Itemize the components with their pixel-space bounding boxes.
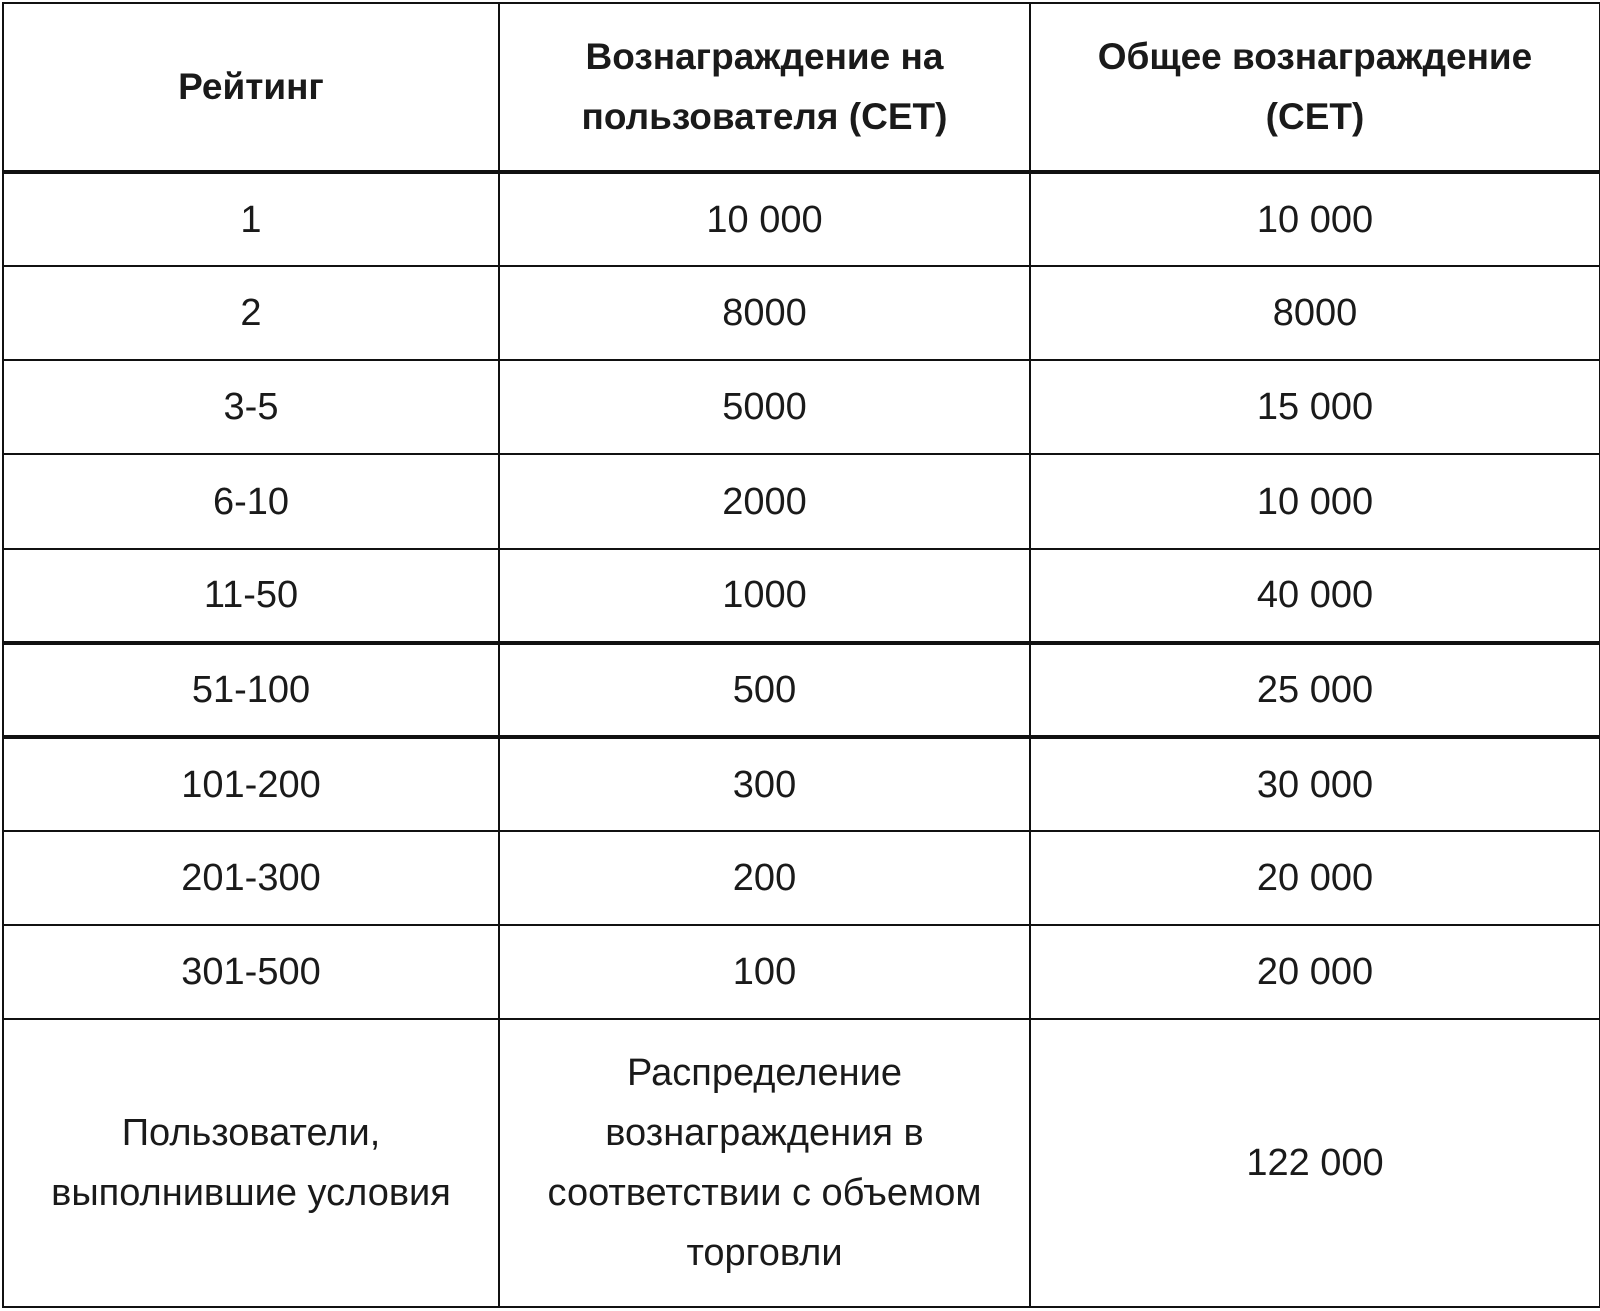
- reward-table-container: [2, 2, 1599, 1308]
- table-row: [3, 454, 1600, 548]
- table-row: [3, 266, 1600, 360]
- reward-per-user-cell: 100: [499, 925, 1030, 1019]
- reward-per-user-cell: Распределение вознаграждения в соответствии с объемом торговли: [499, 1019, 1030, 1307]
- header-reward-per-user: Вознаграждение на пользователя (CET): [499, 3, 1030, 172]
- reward-per-user-cell: 2000: [499, 454, 1030, 548]
- table-row: [3, 172, 1600, 266]
- total-reward-cell: 10 000: [1030, 454, 1600, 548]
- total-reward-cell: 8000: [1030, 266, 1600, 360]
- rating-cell: 101-200: [3, 737, 499, 831]
- rating-cell: 51-100: [3, 643, 499, 737]
- rating-cell: 301-500: [3, 925, 499, 1019]
- header-total-reward: Общее вознаграждение (CET): [1030, 3, 1600, 172]
- reward-per-user-cell: 10 000: [499, 172, 1030, 266]
- table-row: [3, 737, 1600, 831]
- rating-cell: 2: [3, 266, 499, 360]
- rating-cell: 201-300: [3, 831, 499, 925]
- reward-per-user-cell: 1000: [499, 549, 1030, 643]
- table-row: [3, 925, 1600, 1019]
- total-reward-cell: 15 000: [1030, 360, 1600, 454]
- rating-cell: 11-50: [3, 549, 499, 643]
- table-row: [3, 643, 1600, 737]
- reward-per-user-cell: 300: [499, 737, 1030, 831]
- header-rating: Рейтинг: [3, 3, 499, 172]
- rating-cell: 6-10: [3, 454, 499, 548]
- rating-cell: 3-5: [3, 360, 499, 454]
- table-row: [3, 360, 1600, 454]
- rating-cell: Пользователи, выполнившие условия: [3, 1019, 499, 1307]
- table-row: [3, 549, 1600, 643]
- total-reward-cell: 20 000: [1030, 925, 1600, 1019]
- total-reward-cell: 40 000: [1030, 549, 1600, 643]
- total-reward-cell: 30 000: [1030, 737, 1600, 831]
- total-reward-cell: 122 000: [1030, 1019, 1600, 1307]
- total-reward-cell: 25 000: [1030, 643, 1600, 737]
- total-reward-cell: 10 000: [1030, 172, 1600, 266]
- reward-per-user-cell: 500: [499, 643, 1030, 737]
- table-row: [3, 831, 1600, 925]
- table-header-row: [3, 3, 1600, 172]
- rating-cell: 1: [3, 172, 499, 266]
- reward-table: [2, 2, 1600, 1308]
- table-row: [3, 1019, 1600, 1307]
- reward-per-user-cell: 200: [499, 831, 1030, 925]
- reward-per-user-cell: 5000: [499, 360, 1030, 454]
- total-reward-cell: 20 000: [1030, 831, 1600, 925]
- reward-per-user-cell: 8000: [499, 266, 1030, 360]
